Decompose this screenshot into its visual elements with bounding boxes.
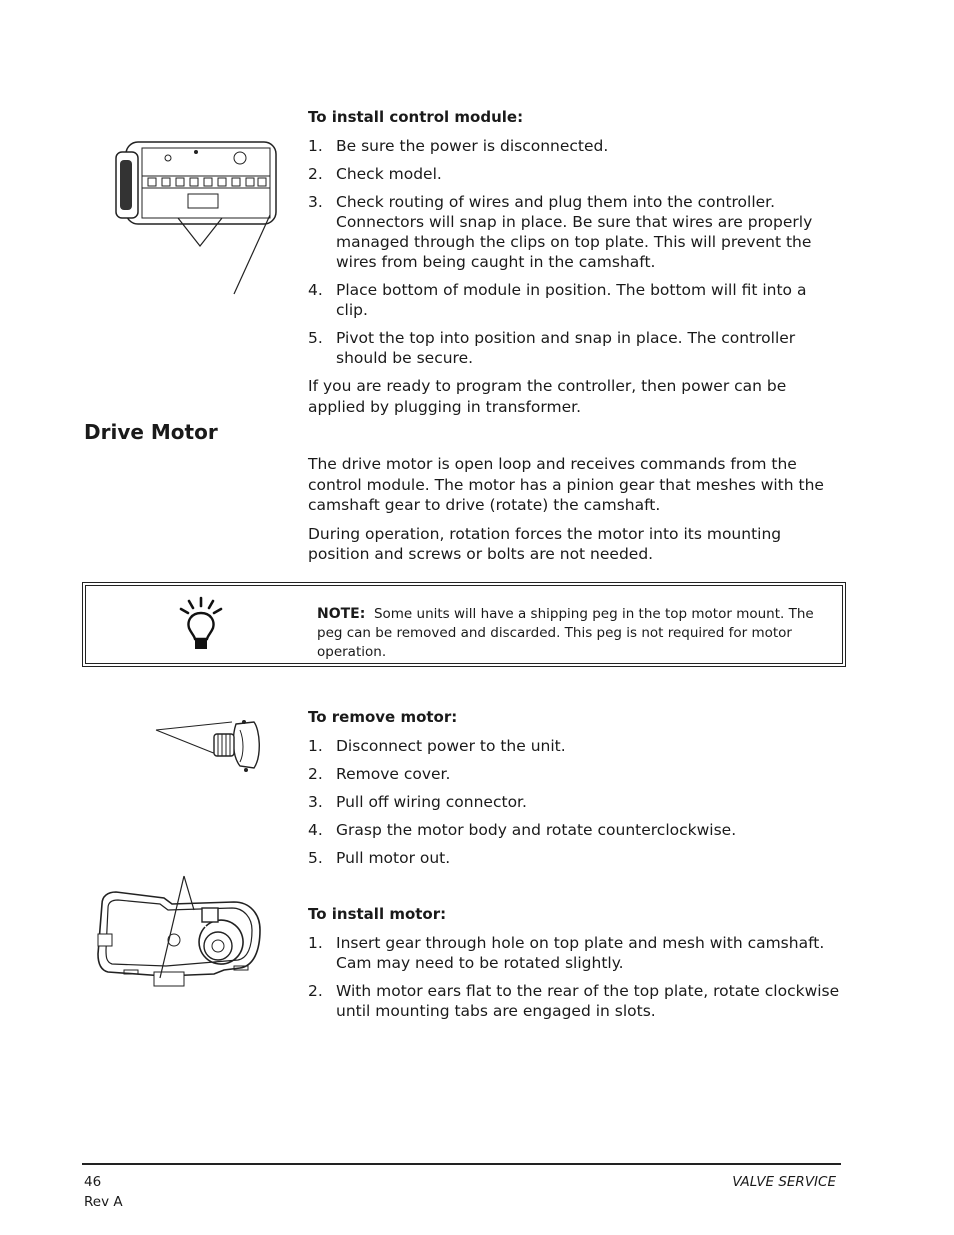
list-item: 1. Be sure the power is disconnected. xyxy=(308,137,609,155)
list-item: 5. Pull motor out. xyxy=(308,849,451,867)
footer-section-title: VALVE SERVICE xyxy=(732,1174,836,1190)
lightbulb-icon xyxy=(179,595,223,653)
top-plate-illustration xyxy=(94,874,266,990)
drive-motor-body xyxy=(308,454,843,573)
note-label: NOTE: xyxy=(317,606,366,622)
page-number: 46 xyxy=(84,1174,102,1190)
list-item: 1. Disconnect power to the unit. xyxy=(308,737,566,755)
list-item: 4. Grasp the motor body and rotate counterclockwise. xyxy=(308,821,737,839)
note-body: Some units will have a shipping peg in the top motor mount. The peg can be removed and discarded. This peg is not required for motor operation. xyxy=(317,606,814,660)
install-motor-title: To install motor: xyxy=(308,905,447,923)
remove-motor-steps xyxy=(308,736,843,876)
revision-label: Rev A xyxy=(84,1194,123,1210)
list-item: 3. Check routing of wires and plug them into the controller. Connectors will snap in place. Be sure that wires are properly managed through the clips on top plate. This will prevent the wires from being caught in the camshaft. xyxy=(308,193,813,271)
motor-illustration xyxy=(154,716,266,774)
note-box xyxy=(82,582,846,667)
drive-motor-paragraph: The drive motor is open loop and receives commands from the control module. The motor has a pinion gear that meshes with the camshaft gear to drive (rotate) the camshaft. xyxy=(308,455,824,514)
footer-rule xyxy=(82,1163,841,1165)
list-item: 2. Check model. xyxy=(308,165,442,183)
list-item: 2. With motor ears flat to the rear of the top plate, rotate clockwise until mounting tabs are engaged in slots. xyxy=(308,982,840,1020)
remove-motor-title: To remove motor: xyxy=(308,708,458,726)
install-motor-steps xyxy=(308,933,843,1029)
section-heading-drive-motor: Drive Motor xyxy=(84,420,218,444)
control-module-illustration xyxy=(108,130,283,298)
note-text xyxy=(317,605,827,662)
drive-motor-paragraph: During operation, rotation forces the motor into its mounting position and screws or bolts are not needed. xyxy=(308,524,782,563)
list-item: 3. Pull off wiring connector. xyxy=(308,793,527,811)
list-item: 1. Insert gear through hole on top plate and mesh with camshaft. Cam may need to be rotated slightly. xyxy=(308,934,825,972)
install-module-title: To install control module: xyxy=(308,108,524,126)
install-module-steps xyxy=(308,136,843,425)
list-item: 4. Place bottom of module in position. The bottom will fit into a clip. xyxy=(308,281,807,319)
install-module-after: If you are ready to program the controller, then power can be applied by plugging in transformer. xyxy=(308,377,787,416)
list-item: 2. Remove cover. xyxy=(308,765,451,783)
list-item: 5. Pivot the top into position and snap in place. The controller should be secure. xyxy=(308,329,796,367)
